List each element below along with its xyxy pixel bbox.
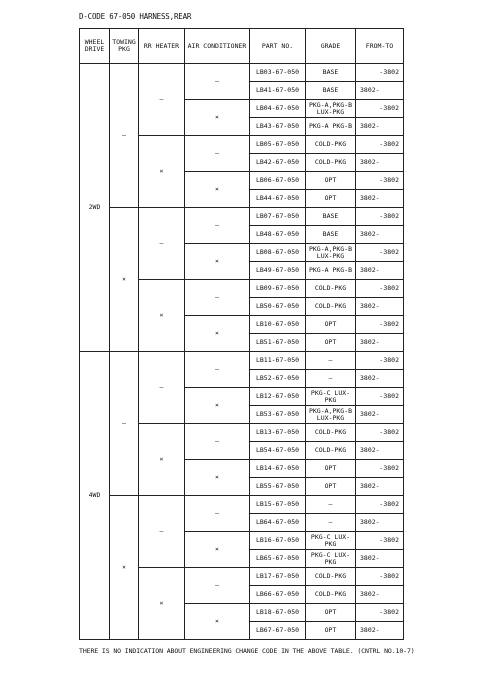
air-conditioner-cell: —: [185, 280, 250, 316]
part-no-cell: LB66-67-050: [250, 586, 306, 604]
from-to-cell: -3802: [356, 280, 404, 298]
grade-cell: COLD-PKG: [306, 280, 356, 298]
air-conditioner-cell: ×: [185, 604, 250, 640]
air-conditioner-cell: ×: [185, 244, 250, 280]
rr-heater-cell: —: [139, 352, 185, 424]
grade-cell: OPT: [306, 604, 356, 622]
part-no-cell: LB64-67-050: [250, 514, 306, 532]
col-towing-pkg: TOWING PKG: [110, 29, 139, 64]
part-no-cell: LB42-67-050: [250, 154, 306, 172]
grade-cell: PKG-A PKG-B: [306, 262, 356, 280]
footer-note: THERE IS NO INDICATION ABOUT ENGINEERING CHANGE CODE IN THE ABOVE TABLE. (CNTRL NO.10-7): [79, 647, 415, 655]
from-to-cell: 3802-: [356, 514, 404, 532]
part-no-cell: LB49-67-050: [250, 262, 306, 280]
from-to-cell: -3802: [356, 424, 404, 442]
air-conditioner-cell: ×: [185, 532, 250, 568]
from-to-cell: 3802-: [356, 118, 404, 136]
part-no-cell: LB13-67-050: [250, 424, 306, 442]
from-to-cell: 3802-: [356, 478, 404, 496]
rr-heater-cell: ×: [139, 424, 185, 496]
towing-pkg-cell: ×: [110, 496, 139, 640]
from-to-cell: 3802-: [356, 226, 404, 244]
from-to-cell: -3802: [356, 532, 404, 550]
grade-cell: COLD-PKG: [306, 586, 356, 604]
grade-cell: —: [306, 370, 356, 388]
grade-cell: PKG-C LUX-PKG: [306, 532, 356, 550]
air-conditioner-cell: —: [185, 136, 250, 172]
grade-cell: COLD-PKG: [306, 442, 356, 460]
grade-cell: OPT: [306, 460, 356, 478]
from-to-cell: 3802-: [356, 82, 404, 100]
air-conditioner-cell: —: [185, 208, 250, 244]
rr-heater-cell: ×: [139, 280, 185, 352]
grade-cell: —: [306, 352, 356, 370]
from-to-cell: 3802-: [356, 334, 404, 352]
grade-cell: PKG-A,PKG-B LUX-PKG: [306, 100, 356, 118]
part-no-cell: LB11-67-050: [250, 352, 306, 370]
air-conditioner-cell: ×: [185, 388, 250, 424]
rr-heater-cell: ×: [139, 136, 185, 208]
part-no-cell: LB51-67-050: [250, 334, 306, 352]
part-no-cell: LB12-67-050: [250, 388, 306, 406]
col-air-conditioner: AIR CONDITIONER: [185, 29, 250, 64]
towing-pkg-cell: ×: [110, 208, 139, 352]
grade-cell: PKG-A,PKG-B LUX-PKG: [306, 406, 356, 424]
harness-table: [79, 28, 404, 640]
part-no-cell: LB05-67-050: [250, 136, 306, 154]
from-to-cell: -3802: [356, 352, 404, 370]
part-no-cell: LB06-67-050: [250, 172, 306, 190]
from-to-cell: 3802-: [356, 442, 404, 460]
grade-cell: OPT: [306, 172, 356, 190]
wheel-drive-cell: 2WD: [80, 64, 110, 352]
header-row: [80, 29, 404, 64]
from-to-cell: 3802-: [356, 586, 404, 604]
grade-cell: —: [306, 514, 356, 532]
grade-cell: PKG-C LUX-PKG: [306, 550, 356, 568]
grade-cell: OPT: [306, 316, 356, 334]
col-part-no: PART NO.: [250, 29, 306, 64]
part-no-cell: LB14-67-050: [250, 460, 306, 478]
from-to-cell: -3802: [356, 568, 404, 586]
grade-cell: COLD-PKG: [306, 298, 356, 316]
grade-cell: COLD-PKG: [306, 136, 356, 154]
air-conditioner-cell: —: [185, 568, 250, 604]
from-to-cell: 3802-: [356, 406, 404, 424]
from-to-cell: 3802-: [356, 190, 404, 208]
from-to-cell: -3802: [356, 244, 404, 262]
col-wheel-drive: WHEEL DRIVE: [80, 29, 110, 64]
col-from-to: FROM-TO: [356, 29, 404, 64]
part-no-cell: LB53-67-050: [250, 406, 306, 424]
air-conditioner-cell: —: [185, 496, 250, 532]
from-to-cell: 3802-: [356, 622, 404, 640]
page-title: D-CODE 67-050 HARNESS,REAR: [79, 12, 192, 21]
from-to-cell: -3802: [356, 64, 404, 82]
part-no-cell: LB10-67-050: [250, 316, 306, 334]
grade-cell: OPT: [306, 334, 356, 352]
from-to-cell: -3802: [356, 604, 404, 622]
part-no-cell: LB52-67-050: [250, 370, 306, 388]
air-conditioner-cell: ×: [185, 460, 250, 496]
part-no-cell: LB07-67-050: [250, 208, 306, 226]
table-row: [80, 64, 404, 82]
col-rr-heater: RR HEATER: [139, 29, 185, 64]
from-to-cell: -3802: [356, 316, 404, 334]
grade-cell: BASE: [306, 208, 356, 226]
grade-cell: OPT: [306, 190, 356, 208]
grade-cell: BASE: [306, 226, 356, 244]
part-no-cell: LB03-67-050: [250, 64, 306, 82]
part-no-cell: LB16-67-050: [250, 532, 306, 550]
part-no-cell: LB17-67-050: [250, 568, 306, 586]
from-to-cell: -3802: [356, 172, 404, 190]
air-conditioner-cell: —: [185, 352, 250, 388]
grade-cell: PKG-A PKG-B: [306, 118, 356, 136]
part-no-cell: LB55-67-050: [250, 478, 306, 496]
rr-heater-cell: —: [139, 208, 185, 280]
rr-heater-cell: —: [139, 496, 185, 568]
grade-cell: COLD-PKG: [306, 424, 356, 442]
from-to-cell: 3802-: [356, 298, 404, 316]
part-no-cell: LB09-67-050: [250, 280, 306, 298]
from-to-cell: 3802-: [356, 550, 404, 568]
grade-cell: COLD-PKG: [306, 154, 356, 172]
part-no-cell: LB15-67-050: [250, 496, 306, 514]
air-conditioner-cell: ×: [185, 316, 250, 352]
part-no-cell: LB08-67-050: [250, 244, 306, 262]
grade-cell: BASE: [306, 64, 356, 82]
grade-cell: OPT: [306, 622, 356, 640]
table-body: [80, 64, 404, 640]
from-to-cell: 3802-: [356, 154, 404, 172]
air-conditioner-cell: —: [185, 64, 250, 100]
towing-pkg-cell: —: [110, 352, 139, 496]
part-no-cell: LB18-67-050: [250, 604, 306, 622]
from-to-cell: -3802: [356, 460, 404, 478]
part-no-cell: LB44-67-050: [250, 190, 306, 208]
from-to-cell: -3802: [356, 388, 404, 406]
rr-heater-cell: ×: [139, 568, 185, 640]
grade-cell: PKG-A,PKG-B LUX-PKG: [306, 244, 356, 262]
col-grade: GRADE: [306, 29, 356, 64]
part-no-cell: LB50-67-050: [250, 298, 306, 316]
air-conditioner-cell: ×: [185, 172, 250, 208]
from-to-cell: -3802: [356, 208, 404, 226]
towing-pkg-cell: —: [110, 64, 139, 208]
part-no-cell: LB67-67-050: [250, 622, 306, 640]
from-to-cell: -3802: [356, 100, 404, 118]
part-no-cell: LB54-67-050: [250, 442, 306, 460]
grade-cell: PKG-C LUX-PKG: [306, 388, 356, 406]
grade-cell: BASE: [306, 82, 356, 100]
from-to-cell: -3802: [356, 496, 404, 514]
grade-cell: —: [306, 496, 356, 514]
from-to-cell: 3802-: [356, 262, 404, 280]
table-row: [80, 208, 404, 226]
air-conditioner-cell: ×: [185, 100, 250, 136]
grade-cell: COLD-PKG: [306, 568, 356, 586]
part-no-cell: LB41-67-050: [250, 82, 306, 100]
wheel-drive-cell: 4WD: [80, 352, 110, 640]
part-no-cell: LB04-67-050: [250, 100, 306, 118]
air-conditioner-cell: —: [185, 424, 250, 460]
part-no-cell: LB48-67-050: [250, 226, 306, 244]
grade-cell: OPT: [306, 478, 356, 496]
from-to-cell: -3802: [356, 136, 404, 154]
from-to-cell: 3802-: [356, 370, 404, 388]
table-row: [80, 352, 404, 370]
part-no-cell: LB43-67-050: [250, 118, 306, 136]
rr-heater-cell: —: [139, 64, 185, 136]
table-row: [80, 496, 404, 514]
part-no-cell: LB65-67-050: [250, 550, 306, 568]
